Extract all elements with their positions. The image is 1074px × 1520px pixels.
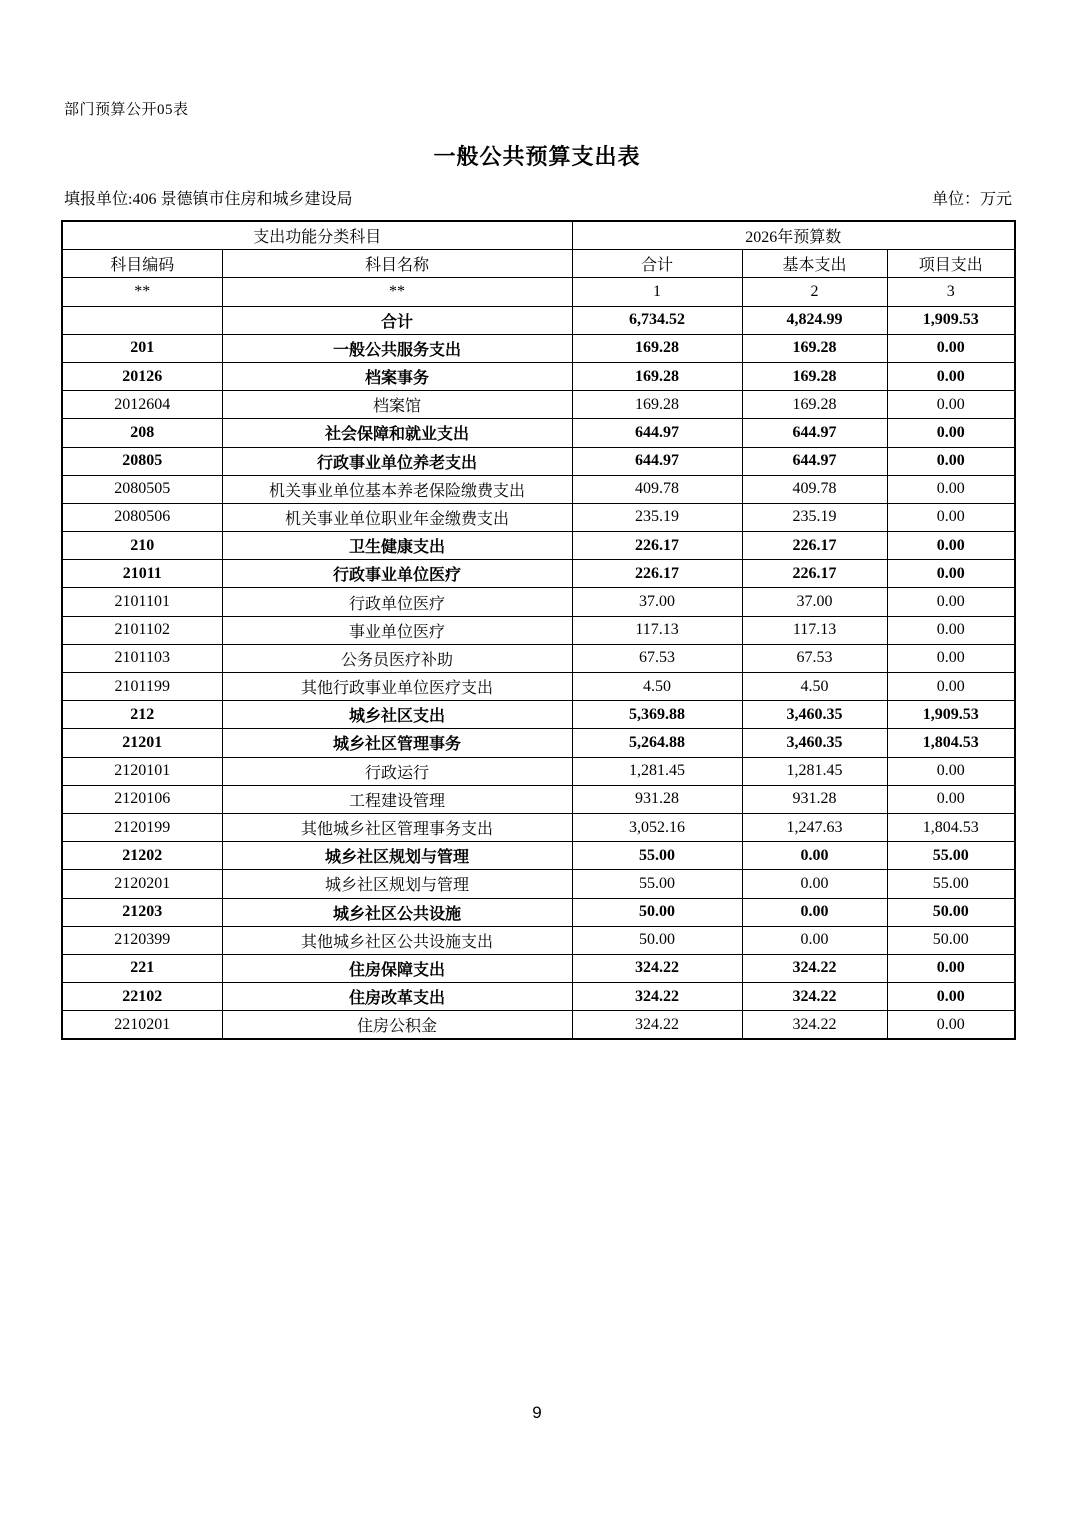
cell-code: 20805 bbox=[62, 447, 222, 475]
cell-project: 0.00 bbox=[887, 983, 1015, 1011]
table-row bbox=[62, 447, 1015, 475]
cell-name: 其他城乡社区公共设施支出 bbox=[222, 926, 572, 954]
cell-basic: 4,824.99 bbox=[742, 306, 887, 334]
star-index-row bbox=[62, 278, 1015, 306]
table-row bbox=[62, 729, 1015, 757]
cell-total: 5,369.88 bbox=[572, 701, 742, 729]
star-cell-name: ** bbox=[222, 278, 572, 306]
cell-total: 324.22 bbox=[572, 954, 742, 982]
table-row bbox=[62, 391, 1015, 419]
cell-name: 住房保障支出 bbox=[222, 954, 572, 982]
table-row bbox=[62, 475, 1015, 503]
cell-code: 2080505 bbox=[62, 475, 222, 503]
cell-name: 行政事业单位养老支出 bbox=[222, 447, 572, 475]
table-row bbox=[62, 898, 1015, 926]
cell-total: 6,734.52 bbox=[572, 306, 742, 334]
col-header-name: 科目名称 bbox=[222, 250, 572, 278]
col-header-code: 科目编码 bbox=[62, 250, 222, 278]
table-row bbox=[62, 532, 1015, 560]
group-header-function-classification: 支出功能分类科目 bbox=[62, 221, 572, 250]
cell-total: 55.00 bbox=[572, 842, 742, 870]
group-header-budget-2026: 2026年预算数 bbox=[572, 221, 1015, 250]
cell-total: 931.28 bbox=[572, 785, 742, 813]
cell-total: 117.13 bbox=[572, 616, 742, 644]
table-row bbox=[62, 419, 1015, 447]
index-cell-total: 1 bbox=[572, 278, 742, 306]
cell-project: 0.00 bbox=[887, 447, 1015, 475]
cell-name: 合计 bbox=[222, 306, 572, 334]
index-cell-project: 3 bbox=[887, 278, 1015, 306]
cell-code: 21203 bbox=[62, 898, 222, 926]
cell-basic: 324.22 bbox=[742, 954, 887, 982]
cell-basic: 226.17 bbox=[742, 532, 887, 560]
cell-total: 169.28 bbox=[572, 334, 742, 362]
cell-name: 档案事务 bbox=[222, 362, 572, 390]
cell-project: 0.00 bbox=[887, 334, 1015, 362]
cell-total: 37.00 bbox=[572, 588, 742, 616]
cell-project: 0.00 bbox=[887, 616, 1015, 644]
cell-total: 324.22 bbox=[572, 1011, 742, 1040]
cell-code: 2101102 bbox=[62, 616, 222, 644]
cell-project: 1,804.53 bbox=[887, 729, 1015, 757]
cell-code: 2120399 bbox=[62, 926, 222, 954]
cell-name: 机关事业单位基本养老保险缴费支出 bbox=[222, 475, 572, 503]
cell-project: 1,909.53 bbox=[887, 701, 1015, 729]
cell-code: 2080506 bbox=[62, 503, 222, 531]
doc-label: 部门预算公开05表 bbox=[64, 102, 189, 118]
cell-basic: 644.97 bbox=[742, 447, 887, 475]
cell-project: 0.00 bbox=[887, 532, 1015, 560]
cell-code: 2210201 bbox=[62, 1011, 222, 1040]
col-header-project: 项目支出 bbox=[887, 250, 1015, 278]
cell-name: 行政事业单位医疗 bbox=[222, 560, 572, 588]
cell-basic: 324.22 bbox=[742, 983, 887, 1011]
page-title: 一般公共预算支出表 bbox=[433, 144, 641, 169]
table-row bbox=[62, 362, 1015, 390]
cell-project: 0.00 bbox=[887, 1011, 1015, 1040]
cell-name: 城乡社区管理事务 bbox=[222, 729, 572, 757]
cell-project: 1,804.53 bbox=[887, 813, 1015, 841]
cell-name: 卫生健康支出 bbox=[222, 532, 572, 560]
unit-note-label: 单位：万元 bbox=[931, 191, 1012, 208]
cell-code: 2101101 bbox=[62, 588, 222, 616]
cell-basic: 324.22 bbox=[742, 1011, 887, 1040]
cell-code: 22102 bbox=[62, 983, 222, 1011]
cell-total: 50.00 bbox=[572, 926, 742, 954]
col-header-total: 合计 bbox=[572, 250, 742, 278]
cell-basic: 0.00 bbox=[742, 926, 887, 954]
cell-basic: 931.28 bbox=[742, 785, 887, 813]
cell-project: 0.00 bbox=[887, 419, 1015, 447]
cell-name: 行政单位医疗 bbox=[222, 588, 572, 616]
table-row bbox=[62, 560, 1015, 588]
cell-code: 2120101 bbox=[62, 757, 222, 785]
table-row bbox=[62, 926, 1015, 954]
cell-name: 其他行政事业单位医疗支出 bbox=[222, 673, 572, 701]
cell-project: 50.00 bbox=[887, 926, 1015, 954]
cell-code: 2120201 bbox=[62, 870, 222, 898]
cell-total: 644.97 bbox=[572, 419, 742, 447]
cell-project: 0.00 bbox=[887, 757, 1015, 785]
cell-project: 0.00 bbox=[887, 560, 1015, 588]
cell-total: 67.53 bbox=[572, 644, 742, 672]
cell-basic: 226.17 bbox=[742, 560, 887, 588]
cell-name: 事业单位医疗 bbox=[222, 616, 572, 644]
info-line bbox=[64, 186, 1012, 209]
report-unit-label: 填报单位:406 景德镇市住房和城乡建设局 bbox=[64, 191, 353, 208]
cell-name: 社会保障和就业支出 bbox=[222, 419, 572, 447]
cell-total: 644.97 bbox=[572, 447, 742, 475]
cell-code bbox=[62, 306, 222, 334]
table-row bbox=[62, 701, 1015, 729]
table-row bbox=[62, 842, 1015, 870]
cell-total: 55.00 bbox=[572, 870, 742, 898]
table-row bbox=[62, 588, 1015, 616]
cell-basic: 0.00 bbox=[742, 898, 887, 926]
col-header-basic: 基本支出 bbox=[742, 250, 887, 278]
cell-total: 226.17 bbox=[572, 532, 742, 560]
cell-total: 169.28 bbox=[572, 391, 742, 419]
table-row bbox=[62, 757, 1015, 785]
cell-name: 城乡社区规划与管理 bbox=[222, 842, 572, 870]
cell-code: 21201 bbox=[62, 729, 222, 757]
table-row bbox=[62, 813, 1015, 841]
cell-code: 2012604 bbox=[62, 391, 222, 419]
cell-name: 一般公共服务支出 bbox=[222, 334, 572, 362]
budget-table bbox=[61, 220, 1016, 1040]
cell-basic: 235.19 bbox=[742, 503, 887, 531]
star-cell-code: ** bbox=[62, 278, 222, 306]
cell-basic: 169.28 bbox=[742, 334, 887, 362]
cell-total: 409.78 bbox=[572, 475, 742, 503]
table-row bbox=[62, 644, 1015, 672]
cell-name: 其他城乡社区管理事务支出 bbox=[222, 813, 572, 841]
cell-code: 20126 bbox=[62, 362, 222, 390]
cell-total: 3,052.16 bbox=[572, 813, 742, 841]
cell-total: 169.28 bbox=[572, 362, 742, 390]
cell-code: 21011 bbox=[62, 560, 222, 588]
cell-code: 2101103 bbox=[62, 644, 222, 672]
cell-basic: 3,460.35 bbox=[742, 729, 887, 757]
page-number: 9 bbox=[532, 1403, 542, 1422]
cell-name: 公务员医疗补助 bbox=[222, 644, 572, 672]
cell-basic: 1,247.63 bbox=[742, 813, 887, 841]
cell-total: 324.22 bbox=[572, 983, 742, 1011]
table-header bbox=[62, 221, 1015, 306]
group-header-row bbox=[62, 221, 1015, 250]
cell-project: 0.00 bbox=[887, 644, 1015, 672]
cell-basic: 644.97 bbox=[742, 419, 887, 447]
cell-code: 221 bbox=[62, 954, 222, 982]
table-row bbox=[62, 785, 1015, 813]
cell-total: 50.00 bbox=[572, 898, 742, 926]
cell-basic: 0.00 bbox=[742, 870, 887, 898]
table-row bbox=[62, 334, 1015, 362]
cell-project: 0.00 bbox=[887, 362, 1015, 390]
cell-code: 201 bbox=[62, 334, 222, 362]
cell-name: 行政运行 bbox=[222, 757, 572, 785]
table-row bbox=[62, 1011, 1015, 1040]
cell-name: 城乡社区规划与管理 bbox=[222, 870, 572, 898]
cell-code: 21202 bbox=[62, 842, 222, 870]
cell-project: 0.00 bbox=[887, 785, 1015, 813]
cell-code: 2120106 bbox=[62, 785, 222, 813]
cell-total: 235.19 bbox=[572, 503, 742, 531]
cell-basic: 67.53 bbox=[742, 644, 887, 672]
column-header-row bbox=[62, 250, 1015, 278]
cell-project: 50.00 bbox=[887, 898, 1015, 926]
cell-basic: 4.50 bbox=[742, 673, 887, 701]
table-row bbox=[62, 616, 1015, 644]
cell-basic: 1,281.45 bbox=[742, 757, 887, 785]
table-row bbox=[62, 503, 1015, 531]
cell-project: 0.00 bbox=[887, 391, 1015, 419]
cell-code: 208 bbox=[62, 419, 222, 447]
cell-basic: 409.78 bbox=[742, 475, 887, 503]
cell-name: 城乡社区公共设施 bbox=[222, 898, 572, 926]
table-body bbox=[62, 306, 1015, 1039]
cell-basic: 117.13 bbox=[742, 616, 887, 644]
table-row bbox=[62, 870, 1015, 898]
cell-project: 0.00 bbox=[887, 588, 1015, 616]
table-row bbox=[62, 954, 1015, 982]
cell-project: 0.00 bbox=[887, 503, 1015, 531]
cell-total: 5,264.88 bbox=[572, 729, 742, 757]
cell-project: 1,909.53 bbox=[887, 306, 1015, 334]
table-row bbox=[62, 306, 1015, 334]
index-cell-basic: 2 bbox=[742, 278, 887, 306]
cell-project: 0.00 bbox=[887, 475, 1015, 503]
cell-total: 4.50 bbox=[572, 673, 742, 701]
cell-basic: 169.28 bbox=[742, 362, 887, 390]
cell-code: 210 bbox=[62, 532, 222, 560]
cell-name: 住房公积金 bbox=[222, 1011, 572, 1040]
cell-total: 1,281.45 bbox=[572, 757, 742, 785]
cell-project: 0.00 bbox=[887, 673, 1015, 701]
cell-code: 2101199 bbox=[62, 673, 222, 701]
cell-project: 55.00 bbox=[887, 842, 1015, 870]
cell-basic: 3,460.35 bbox=[742, 701, 887, 729]
cell-name: 工程建设管理 bbox=[222, 785, 572, 813]
cell-name: 机关事业单位职业年金缴费支出 bbox=[222, 503, 572, 531]
cell-code: 2120199 bbox=[62, 813, 222, 841]
cell-basic: 37.00 bbox=[742, 588, 887, 616]
table-row bbox=[62, 983, 1015, 1011]
cell-name: 档案馆 bbox=[222, 391, 572, 419]
table-row bbox=[62, 673, 1015, 701]
cell-total: 226.17 bbox=[572, 560, 742, 588]
cell-name: 住房改革支出 bbox=[222, 983, 572, 1011]
cell-name: 城乡社区支出 bbox=[222, 701, 572, 729]
cell-project: 0.00 bbox=[887, 954, 1015, 982]
cell-project: 55.00 bbox=[887, 870, 1015, 898]
cell-basic: 0.00 bbox=[742, 842, 887, 870]
cell-code: 212 bbox=[62, 701, 222, 729]
cell-basic: 169.28 bbox=[742, 391, 887, 419]
